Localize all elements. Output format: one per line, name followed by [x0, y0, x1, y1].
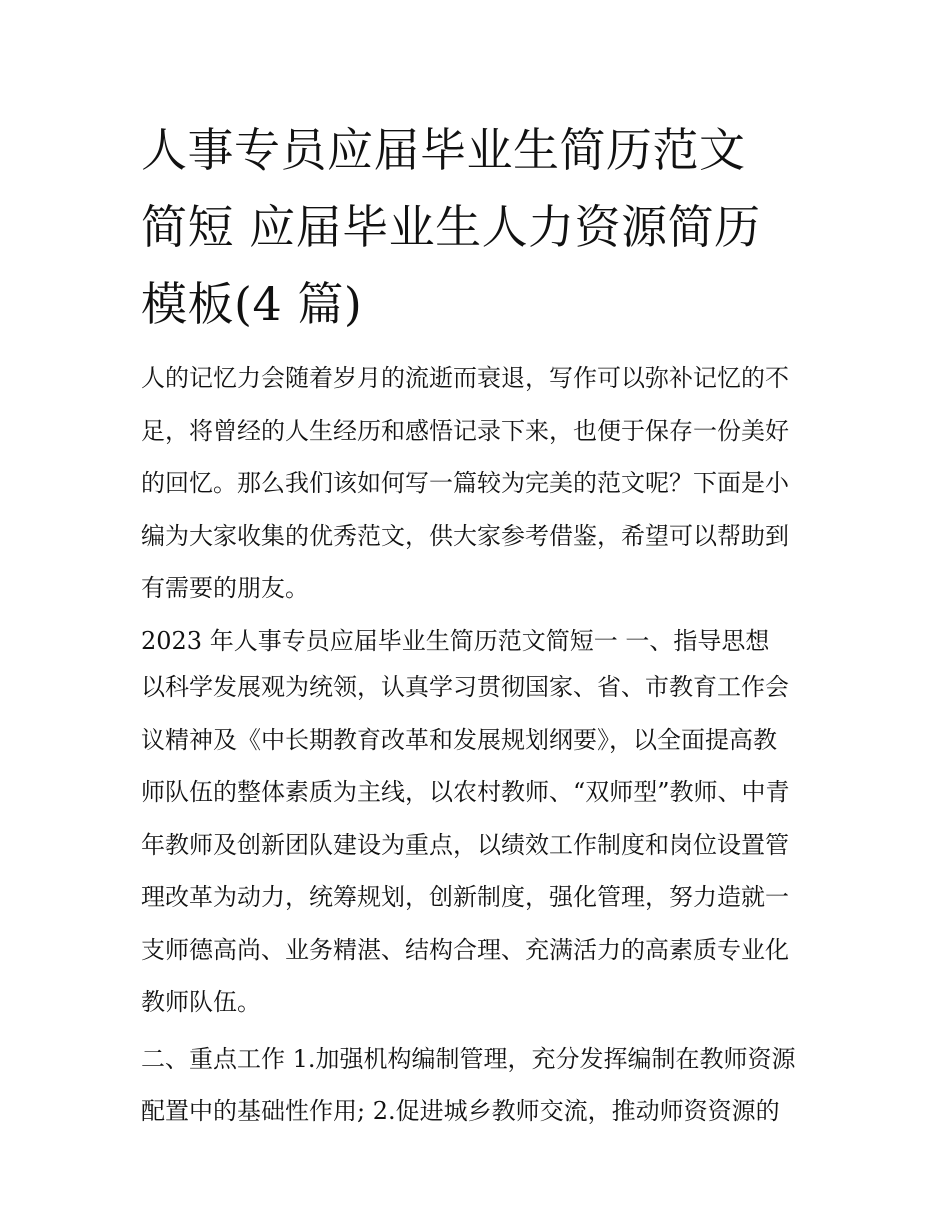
text-line: 师队伍的整体素质为主线，以农村教师、“双师型”教师、中青 [141, 778, 790, 806]
text-line: 议精神及《中长期教育改革和发展规划纲要》，以全面提高教 [141, 725, 777, 754]
text-line: 以科学发展观为统领，认真学习贯彻国家、省、市教育工作会 [141, 673, 789, 701]
text-line: 2023 年人事专员应届毕业生简历范文简短一 一、指导思想 [141, 626, 770, 655]
text-line: 人的记忆力会随着岁月的流逝而衰退，写作可以弥补记忆的不 [141, 364, 789, 392]
text-line: 教师队伍。 [141, 988, 261, 1016]
text-line: 理改革为动力，统筹规划，创新制度，强化管理，努力造就一 [141, 883, 789, 911]
section-heading [141, 615, 816, 668]
intro-paragraph [141, 352, 816, 615]
document-title [141, 112, 816, 343]
title-line: 简短 应届毕业生人力资源简历 [141, 200, 761, 254]
document-page [141, 112, 816, 1138]
title-line: 模板(4 篇) [141, 277, 363, 331]
guiding-ideology-paragraph [141, 661, 816, 1029]
text-line: 配置中的基础性作用; 2.促进城乡教师交流，推动师资资源的 [141, 1097, 780, 1125]
key-work-paragraph [141, 1033, 816, 1138]
text-line: 编为大家收集的优秀范文，供大家参考借鉴，希望可以帮助到 [141, 521, 789, 550]
text-line: 年教师及创新团队建设为重点，以绩效工作制度和岗位设置管 [141, 830, 789, 859]
text-line: 有需要的朋友。 [141, 574, 309, 602]
text-line: 的回忆。那么我们该如何写一篇较为完美的范文呢？下面是小 [141, 469, 789, 497]
text-line: 足，将曾经的人生经历和感悟记录下来，也便于保存一份美好 [141, 416, 789, 445]
text-line: 二、重点工作 1.加强机构编制管理，充分发挥编制在教师资源 [141, 1044, 796, 1073]
title-line: 人事专员应届毕业生简历范文 [141, 123, 746, 177]
document-body [141, 352, 816, 1138]
text-line: 支师德高尚、业务精湛、结构合理、充满活力的高素质专业化 [141, 935, 789, 964]
